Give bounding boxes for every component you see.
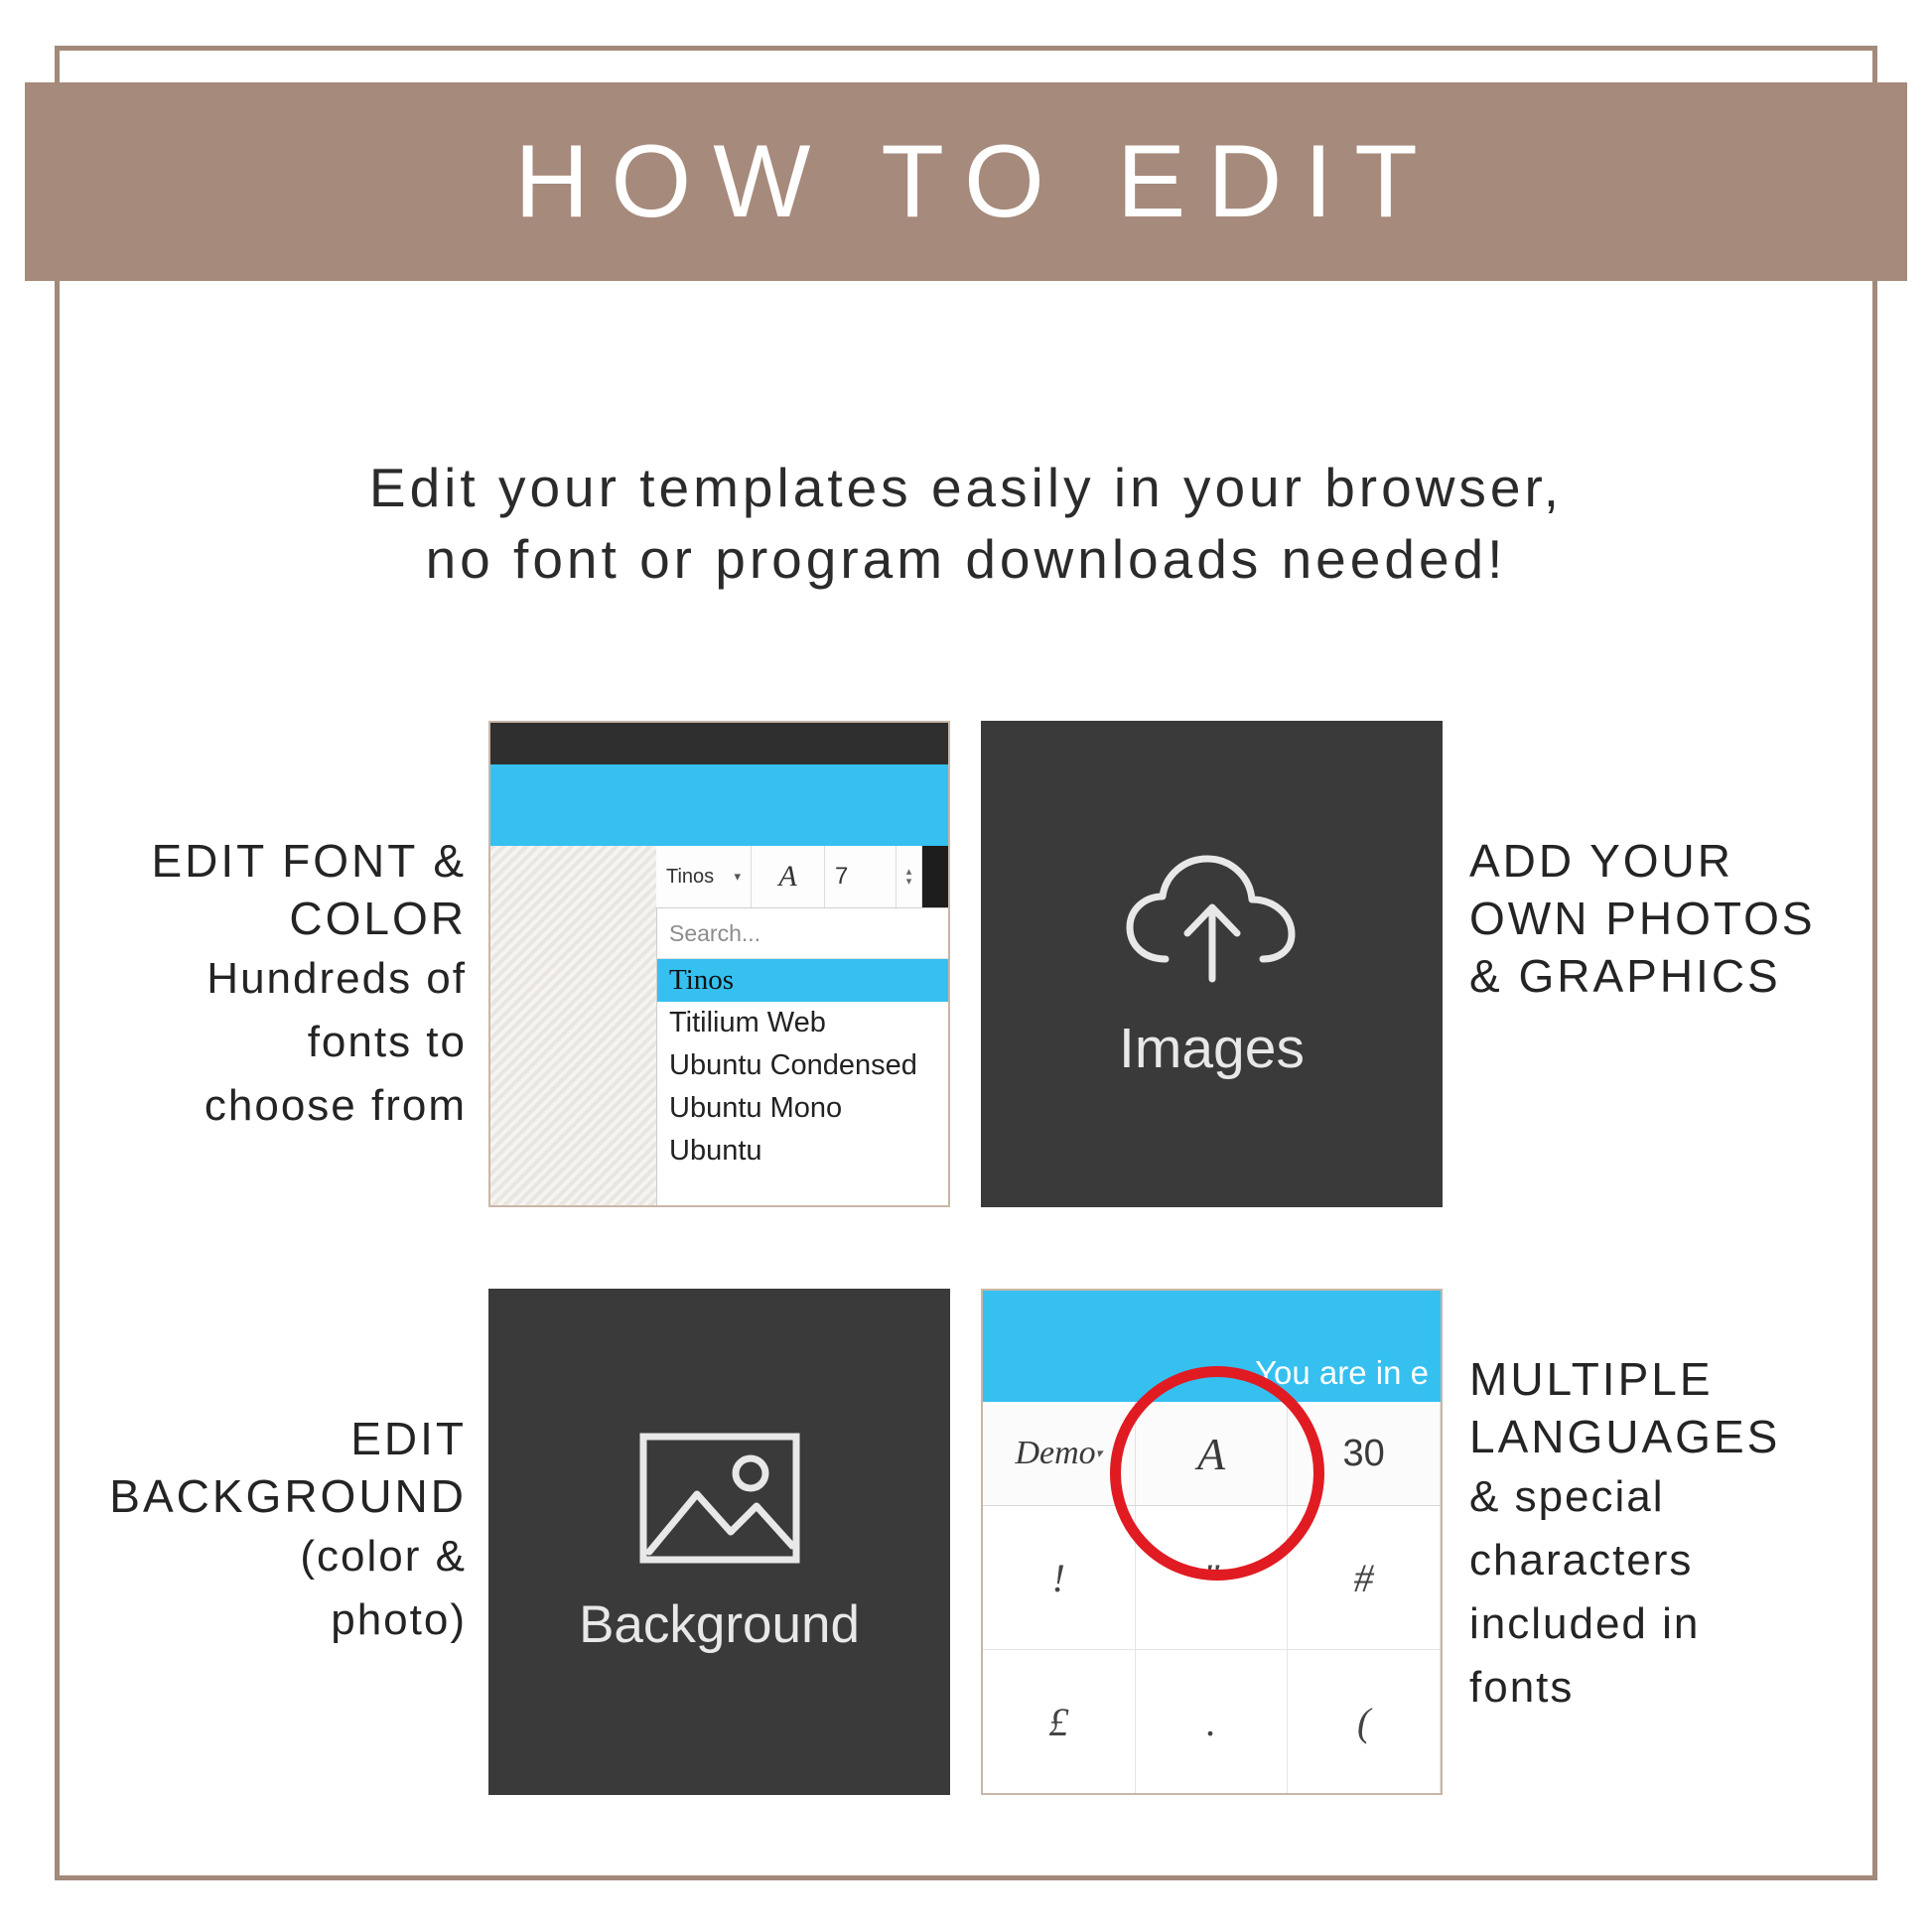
caption-lang-body-2: characters (1469, 1536, 1694, 1585)
caption-multiple-languages (1469, 1350, 1906, 1720)
background-label: Background (579, 1595, 860, 1654)
caption-bg-heading-2: BACKGROUND (109, 1470, 467, 1522)
font-search-input[interactable]: Search... (657, 908, 949, 959)
font-option-tinos[interactable]: Tinos (657, 959, 949, 1002)
font-family-select[interactable] (656, 846, 752, 907)
caption-add-photos (1469, 832, 1896, 1005)
caption-lang-body-1: & special (1469, 1472, 1665, 1521)
character-key[interactable]: # (1288, 1506, 1441, 1650)
caption-lang-heading-1: MULTIPLE (1469, 1353, 1714, 1405)
font-family-value-2: Demo (1015, 1435, 1096, 1471)
images-button-screenshot[interactable] (981, 721, 1443, 1207)
caption-edit-background (40, 1410, 467, 1652)
subtitle (0, 452, 1932, 595)
caption-lang-body-3: included in (1469, 1599, 1701, 1648)
font-family-value: Tinos (666, 865, 715, 888)
font-option-ubuntu[interactable]: Ubuntu (669, 1135, 762, 1167)
caption-images-line-1: ADD YOUR (1469, 835, 1733, 887)
font-dropdown (656, 907, 950, 1207)
font-size-input[interactable]: 7 (825, 846, 897, 907)
font-toolbar (656, 846, 950, 908)
caption-font-heading-1: EDIT FONT & (151, 835, 467, 887)
character-grid (983, 1506, 1441, 1794)
chevron-down-icon: ▾ (734, 869, 741, 884)
stepper-down-icon[interactable]: ▾ (905, 876, 912, 888)
special-characters-screenshot (981, 1289, 1443, 1795)
caption-bg-body-1: (color & (300, 1532, 467, 1581)
images-label: Images (1119, 1016, 1305, 1080)
caption-images-line-3: & GRAPHICS (1469, 950, 1781, 1002)
character-key[interactable]: . (1136, 1650, 1289, 1794)
background-button-screenshot[interactable] (488, 1289, 950, 1795)
caption-images-line-2: OWN PHOTOS (1469, 893, 1816, 944)
font-option-ubuntu-condensed[interactable]: Ubuntu Condensed (669, 1049, 917, 1081)
caption-font-body-1: Hundreds of (207, 954, 467, 1003)
image-placeholder-icon (635, 1429, 804, 1573)
text-color-swatch[interactable] (922, 846, 950, 907)
font-editor-screenshot (488, 721, 950, 1207)
font-option-ubuntu-mono[interactable]: Ubuntu Mono (669, 1092, 843, 1124)
caption-bg-heading-1: EDIT (350, 1413, 467, 1464)
chevron-down-icon-2: ▾ (1095, 1446, 1103, 1460)
caption-lang-heading-2: LANGUAGES (1469, 1411, 1781, 1462)
editor-canvas-area (490, 846, 948, 1207)
caption-font-body-2: fonts to (307, 1018, 467, 1066)
font-size-input-2[interactable]: 30 (1288, 1402, 1441, 1505)
cloud-upload-icon (1118, 848, 1307, 1002)
font-toolbar-2 (983, 1402, 1441, 1506)
subtitle-line-1: Edit your templates easily in your browser, (368, 457, 1564, 518)
stepper-up-icon[interactable]: ▴ (905, 866, 912, 878)
glyph-picker-button[interactable]: A (752, 846, 825, 907)
font-option-titilium-web[interactable]: Titilium Web (669, 1007, 826, 1038)
font-size-stepper[interactable] (897, 846, 922, 907)
caption-bg-body-2: photo) (331, 1595, 467, 1644)
editor-blue-banner (490, 764, 948, 846)
character-key[interactable]: " (1136, 1506, 1289, 1650)
caption-font-body-3: choose from (204, 1081, 467, 1130)
caption-font-heading-2: COLOR (289, 893, 467, 944)
page-title: HOW TO EDIT (514, 123, 1440, 239)
header-band (25, 82, 1907, 281)
character-key[interactable]: ! (983, 1506, 1136, 1650)
editor-blue-banner-2 (983, 1291, 1441, 1402)
character-key[interactable]: ( (1288, 1650, 1441, 1794)
character-key[interactable]: £ (983, 1650, 1136, 1794)
edit-mode-notice: You are in e (1255, 1354, 1429, 1391)
font-family-select-2[interactable] (983, 1402, 1136, 1505)
editor-titlebar (490, 723, 948, 764)
caption-edit-font-color (69, 832, 467, 1138)
subtitle-line-2: no font or program downloads needed! (425, 528, 1507, 590)
caption-lang-body-4: fonts (1469, 1663, 1575, 1712)
glyph-picker-button-2[interactable]: A (1136, 1402, 1289, 1505)
